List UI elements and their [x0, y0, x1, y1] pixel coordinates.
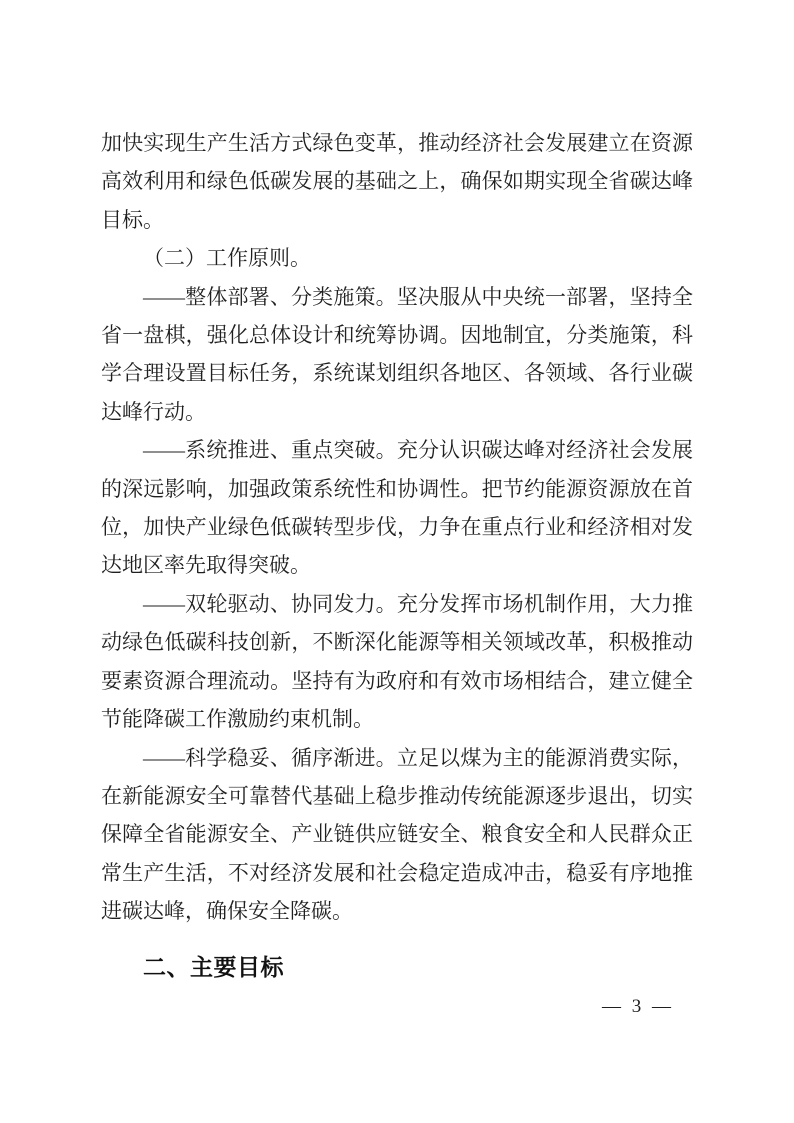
paragraph-lead-phrase: ——双轮驱动、协同发力。: [143, 591, 397, 616]
paragraph: ——整体部署、分类施策。坚决服从中央统一部署，坚持全省一盘棋，强化总体设计和统筹协调。因地制宜，分类施策，科学合理设置目标任务，系统谋划组织各地区、各领域、各行业碳达峰行动。: [101, 284, 694, 424]
paragraph: （二）工作原则。: [143, 246, 311, 271]
paragraph: ——系统推进、重点突破。充分认识碳达峰对经济社会发展的深远影响，加强政策系统性和协调性。把节约能源资源放在首位，加快产业绿色低碳转型步伐，力争在重点行业和经济相对发达地区率先取得突破。: [101, 438, 694, 578]
section-heading: 二、主要目标: [143, 953, 284, 980]
paragraph-lead-phrase: ——科学稳妥、循序渐进。: [143, 745, 397, 770]
paragraph: 加快实现生产生活方式绿色变革，推动经济社会发展建立在资源高效利用和绿色低碳发展的基础之上，确保如期实现全省碳达峰目标。: [101, 131, 693, 232]
paragraph: ——科学稳妥、循序渐进。立足以煤为主的能源消费实际，在新能源安全可靠替代基础上稳步推动传统能源逐步退出，切实保障全省能源安全、产业链供应链安全、粮食安全和人民群众正常生产生活，不对经济发展和社会稳定造成冲击，稳妥有序地推进碳达峰，确保安全降碳。: [101, 745, 694, 924]
paragraph-lead-phrase: ——系统推进、重点突破。: [143, 438, 397, 463]
page-number: — 3 —: [602, 996, 674, 1017]
document-body: [101, 124, 693, 986]
paragraph: ——双轮驱动、协同发力。充分发挥市场机制作用，大力推动绿色低碳科技创新，不断深化能源等相关领域改革，积极推动要素资源合理流动。坚持有为政府和有效市场相结合，建立健全节能降碳工作激励约束机制。: [101, 591, 694, 732]
paragraph-lead-phrase: ——整体部署、分类施策。: [143, 284, 397, 309]
